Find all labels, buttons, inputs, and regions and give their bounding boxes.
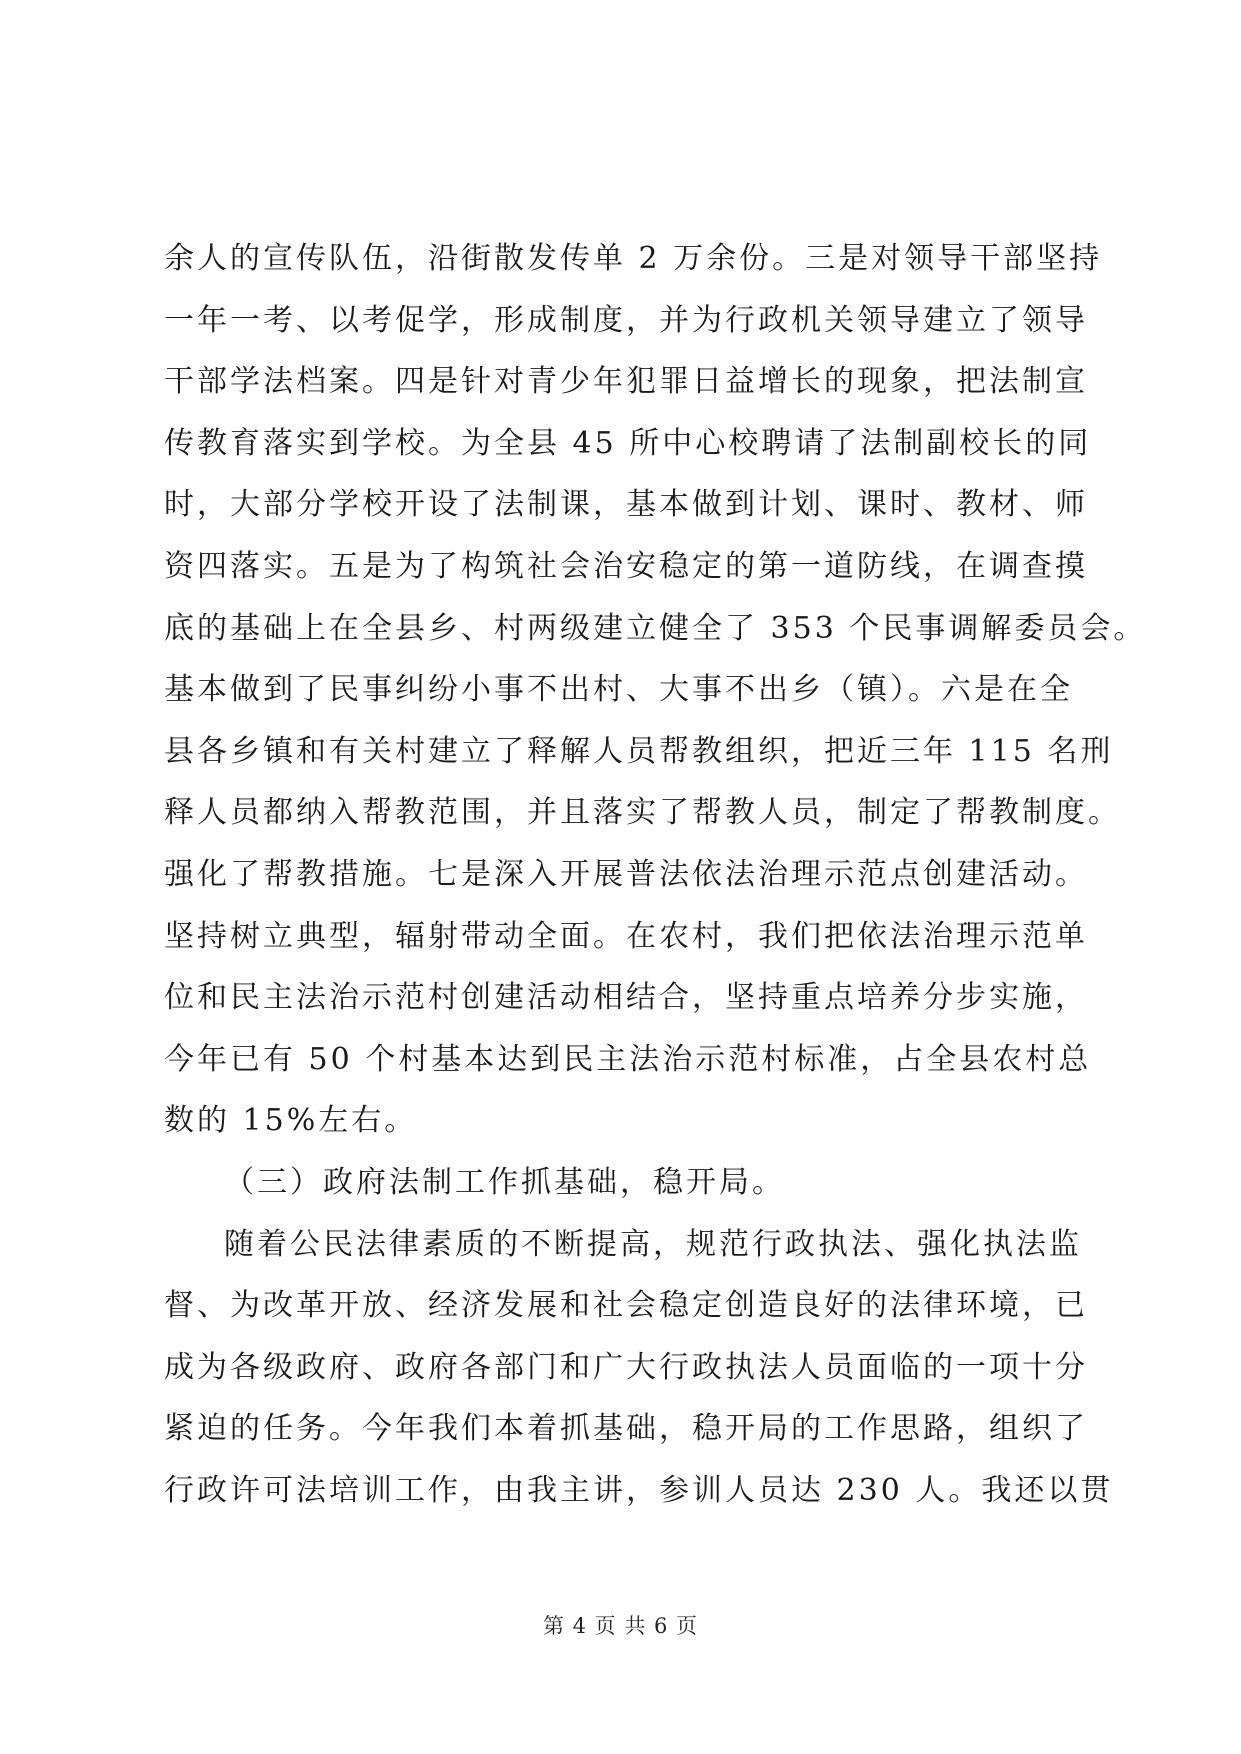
text-line: 余人的宣传队伍，沿街散发传单 2 万余份。三是对领导干部坚持 xyxy=(164,241,1103,276)
text-line: 底的基础上在全县乡、村两级建立健全了 353 个民事调解委员会。 xyxy=(164,610,1147,646)
text-line: 成为各级政府、政府各部门和广大行政执法人员面临的一项十分 xyxy=(164,1349,1088,1385)
text-line: 数的 15%左右。 xyxy=(164,1103,418,1139)
text-line: 紧迫的任务。今年我们本着抓基础，稳开局的工作思路，组织了 xyxy=(164,1411,1088,1447)
page-number: 第 4 页 共 6 页 xyxy=(542,1614,699,1638)
text-line: 释人员都纳入帮教范围，并且落实了帮教人员，制定了帮教制度。 xyxy=(164,795,1121,831)
text-line: 强化了帮教措施。七是深入开展普法依法治理示范点创建活动。 xyxy=(164,856,1088,892)
text-line: 资四落实。五是为了构筑社会治安稳定的第一道防线，在调查摸 xyxy=(164,548,1088,584)
text-line: 坚持树立典型，辐射带动全面。在农村，我们把依法治理示范单 xyxy=(164,918,1088,954)
text-line: 督、为改革开放、经济发展和社会稳定创造良好的法律环境，已 xyxy=(164,1288,1088,1324)
text-line: 位和民主法治示范村创建活动相结合，坚持重点培养分步实施， xyxy=(164,980,1088,1016)
text-line: 基本做到了民事纠纷小事不出村、大事不出乡（镇）。六是在全 xyxy=(164,672,1073,708)
text-line: 时，大部分学校开设了法制课，基本做到计划、课时、教材、师 xyxy=(164,487,1088,523)
text-line: 传教育落实到学校。为全县 45 所中心校聘请了法制副校长的同 xyxy=(164,425,1092,461)
text-line: 一年一考、以考促学，形成制度，并为行政机关领导建立了领导 xyxy=(164,302,1088,338)
text-line: 今年已有 50 个村基本达到民主法治示范村标准，占全县农村总 xyxy=(164,1041,1092,1077)
body-text xyxy=(164,228,1147,1521)
text-line: 行政许可法培训工作，由我主讲，参训人员达 230 人。我还以贯 xyxy=(164,1472,1114,1508)
text-line: 县各乡镇和有关村建立了释解人员帮教组织，把近三年 115 名刑 xyxy=(164,733,1114,769)
section-heading: （三）政府法制工作抓基础，稳开局。 xyxy=(224,1164,785,1200)
text-line: 随着公民法律素质的不断提高，规范行政执法、强化执法监 xyxy=(224,1226,1082,1262)
text-line: 干部学法档案。四是针对青少年犯罪日益增长的现象，把法制宣 xyxy=(164,364,1088,400)
